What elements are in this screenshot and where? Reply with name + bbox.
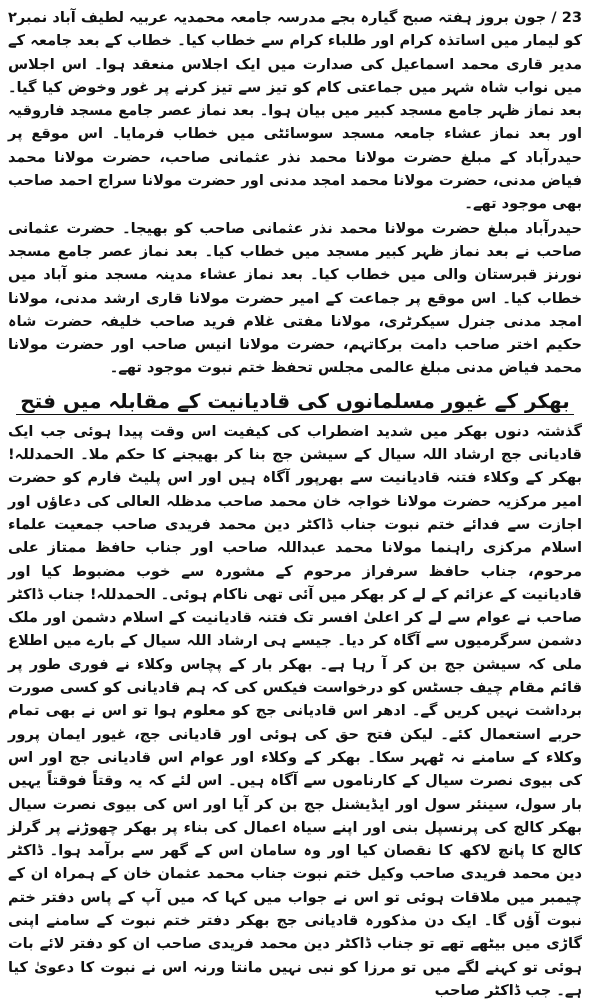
paragraph-bhakkar-victory: گذشتہ دنوں بھکر میں شدید اضطراب کی کیفیت اس وقت پیدا ہوئی جب ایک قادیانی جج ارشاد اللہ سیال کے سیشن جج بنا کر بھیجنے کا حکم ملا۔ الحمدللہ! بھکر کے وکلاء فتنہ قادیانیت سے بھرپور آگاہ ہیں اور اس پلیٹ فارم کو حضرت امیر مرکزیہ حضرت مولانا خواجہ خان محمد صاحب مدظلہ العالی کی دعاؤں اور اجازت سے فدائے ختم نبوت جناب ڈاکٹر دین محمد فریدی صاحب جمعیت علماء اسلام مرکزی راہنما مولانا محمد عبداللہ صاحب اور جناب حافظ ممتاز علی مرحوم، جناب حافظ سرفراز مرحوم کے مشورہ سے خوب مضبوط کیا اور قادیانیت کے عزائم کے لے کر بھکر میں آئی تھی ناکام ہوئی۔ الحمدللہ! جناب ڈاکٹر صاحب نے عوام سے لے کر اعلیٰ افسر تک فتنہ قادیانیت کے اسلام دشمن اور ملک دشمن سرگرمیوں سے آگاہ کر دیا۔ جیسے ہی ارشاد اللہ سیال کے بارے میں اطلاع ملی کہ سیشن جج بن کر آ رہا ہے۔ بھکر بار کے پچاس وکلاء نے فوری طور پر قائم مقام چیف جسٹس کو درخواست فیکس کی کہ ہم قادیانی کو کسی صورت برداشت نہیں کریں گے۔ ادھر اس قادیانی جج کو معلوم ہوا تو اس نے بھی تمام حربے استعمال کئے۔ لیکن فتح حق کی ہوئی اور قادیانی جج، غیور ایمان پرور وکلاء کے سامنے نہ ٹھہر سکا۔ بھکر کے وکلاء اور عوام اس قادیانی جج اور اس کی بیوی نصرت سیال کے کارناموں سے آگاہ ہیں۔ اس لئے کہ یہ وقتاً فوقتاً یہیں بار سول، سینئر سول اور ایڈیشنل جج بن کر آیا اور اس کی بیوی نصرت سیال بھکر کالج کی پرنسپل بنی اور اپنے سیاہ اعمال کی بناء پر بھکر چھوڑنے پر گرلز کالج کا پانچ لاکھ کا نقصان کیا اور وہ سامان اس کے گھر سے برآمد ہوا۔ ڈاکٹر دین محمد فریدی صاحب وکیل ختم نبوت جناب محمد عثمان خان کے ہمراہ ان کے چیمبر میں ملاقات ہوئی تو اس نے جواب میں کہا کہ میں آپ کے پاس دفتر ختم نبوت آؤں گا۔ ایک دن مذکورہ قادیانی جج بھکر دفتر ختم نبوت کے سامنے اپنی گاڑی میں بیٹھے تھے تو جناب ڈاکٹر دین محمد فریدی صاحب ان کو دفتر لائے بات ہوئی تو کہنے لگے میں تو مرزا کو نبی نہیں مانتا ورنہ اس نے نبوت کا دعویٰ کیا ہے۔ جب ڈاکٹر صاحب [8,422,582,999]
section-heading-text: بھکر کے غیور مسلمانوں کی قادیانیت کے مقابلہ میں فتح [16,389,573,415]
paragraph-hyderabad-mubaligh: حیدرآباد مبلغ حضرت مولانا محمد نذر عثمانی صاحب کو بھیجا۔ حضرت عثمانی صاحب نے بعد نماز ظہر کبیر مسجد میں خطاب کیا۔ بعد نماز عصر جامع مسجد نورنز قبرستان والی میں خطاب کیا۔ بعد نماز عشاء مدینہ مسجد منو آباد میں خطاب کیا۔ اس موقع پر جماعت کے امیر حضرت مولانا قاری ارشد مدنی، مولانا امجد مدنی جنرل سیکرٹری، مولانا مفتی غلام فرید صاحب خلیفہ حضرت شاہ حکیم اختر صاحب دامت برکاتہم، حضرت مولانا انیس صاحب اور حضرت مولانا محمد فیاض مدنی مبلغ عالمی مجلس تحفظ ختم نبوت موجود تھے۔ [8,219,582,377]
paragraph-nawabshah-visit: 23 / جون بروز ہفتہ صبح گیارہ بجے مدرسہ جامعہ محمدیہ عربیہ لطیف آباد نمبر۲ کو لیمار میں اساتذہ کرام اور طلباء کرام سے خطاب کیا۔ خطاب کے بعد جامعہ کے مدیر قاری محمد اسماعیل کی صدارت میں ایک اجلاس منعقد ہوا۔ اس اجلاس میں نواب شاہ شہر میں جماعتی کام کو تیز سے تیز کرنے پر غور وخوض کیا گیا۔ بعد نماز ظہر جامع مسجد کبیر میں بیان ہوا۔ بعد نماز عصر جامع مسجد فاروقیہ اور بعد نماز عشاء جامعہ مسجد سوسائٹی میں خطاب فرمایا۔ اس موقع پر حیدرآباد کے مبلغ حضرت مولانا محمد نذر عثمانی صاحب، حضرت مولانا محمد فیاض مدنی، حضرت مولانا محمد امجد مدنی اور حضرت مولانا سراج احمد صاحب بھی موجود تھے۔ [8,9,582,213]
section-heading [8,387,582,415]
